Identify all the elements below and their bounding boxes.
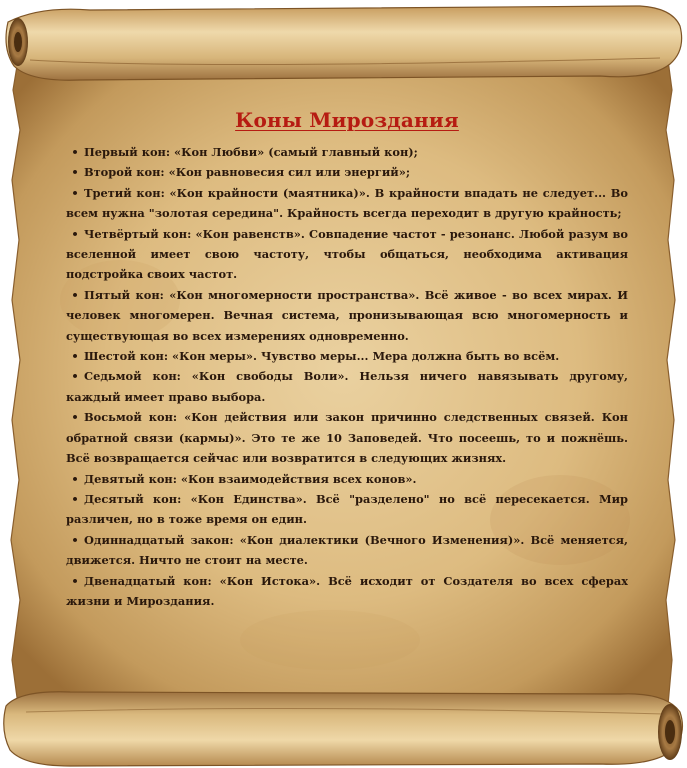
list-item-text: Девятый кон: «Кон взаимодействия всех конов». xyxy=(84,471,417,486)
list-item-text: Десятый кон: «Кон Единства». Всё "разделено" но всё пересекается. Мир различен, но в тоже время он един. xyxy=(66,491,628,527)
kon-list xyxy=(66,142,628,611)
bullet: • xyxy=(71,145,79,159)
list-item-text: Одиннадцатый закон: «Кон диалектики (Вечного Изменения)». Всё меняется, движется. Ничто не стоит на месте. xyxy=(66,532,628,568)
bullet: • xyxy=(71,349,79,364)
bullet: • xyxy=(71,287,79,302)
list-item xyxy=(66,224,628,285)
list-item-text: Седьмой кон: «Кон свободы Воли». Нельзя ничего навязывать другому, каждый имеет право выбора. xyxy=(66,369,628,404)
bullet: • xyxy=(71,532,79,547)
list-item-text: Первый кон: «Кон Любви» (самый главный кон); xyxy=(84,145,418,159)
bullet: • xyxy=(71,165,79,180)
bullet: • xyxy=(71,185,79,200)
list-item xyxy=(66,489,628,530)
top-roll xyxy=(6,6,682,80)
list-item xyxy=(66,366,628,407)
list-item-text: Восьмой кон: «Кон действия или закон причинно следственных связей. Кон обратной связи (кармы)». Это те же 10 Заповедей. Что посеешь, то и пожнёшь. Всё возвращается сейчас или возвратится в следующих жизнях. xyxy=(66,410,628,466)
list-item xyxy=(66,407,628,468)
list-item xyxy=(66,469,628,489)
bullet: • xyxy=(71,369,79,384)
bullet: • xyxy=(71,226,79,241)
bottom-roll xyxy=(4,692,683,766)
page-title: Коны Мироздания xyxy=(235,108,459,132)
list-item-text: Шестой кон: «Кон меры». Чувство меры... Мера должна быть во всём. xyxy=(84,349,560,364)
list-item xyxy=(66,142,628,162)
list-item xyxy=(66,530,628,571)
bullet: • xyxy=(71,410,79,425)
bullet: • xyxy=(71,471,79,486)
list-item xyxy=(66,285,628,346)
list-item xyxy=(66,571,628,612)
bullet: • xyxy=(71,573,79,588)
list-item-text: Третий кон: «Кон крайности (маятника)». В крайности впадать не следует... Во всем нужна "золотая середина". Крайность всегда переходит в другую крайность; xyxy=(66,185,628,221)
list-item-text: Двенадцатый кон: «Кон Истока». Всё исходит от Создателя во всех сферах жизни и Мироздания. xyxy=(66,573,628,608)
list-item xyxy=(66,162,628,182)
list-item-text: Четвёртый кон: «Кон равенств». Совпадение частот - резонанс. Любой разум во вселенной имеет свою частоту, чтобы общаться, необходима активация подстройка своих частот. xyxy=(66,226,628,282)
list-item-text: Второй кон: «Кон равновесия сил или энергий»; xyxy=(84,165,411,180)
list-item xyxy=(66,183,628,224)
scroll-content xyxy=(66,104,628,694)
bullet: • xyxy=(71,491,79,506)
list-item-text: Пятый кон: «Кон многомерности пространства». Всё живое - во всех мирах. И человек многомерен. Вечная система, пронизывающая всю многомерность и существующая во всех измерениях одновременно. xyxy=(66,287,628,343)
list-item xyxy=(66,346,628,366)
